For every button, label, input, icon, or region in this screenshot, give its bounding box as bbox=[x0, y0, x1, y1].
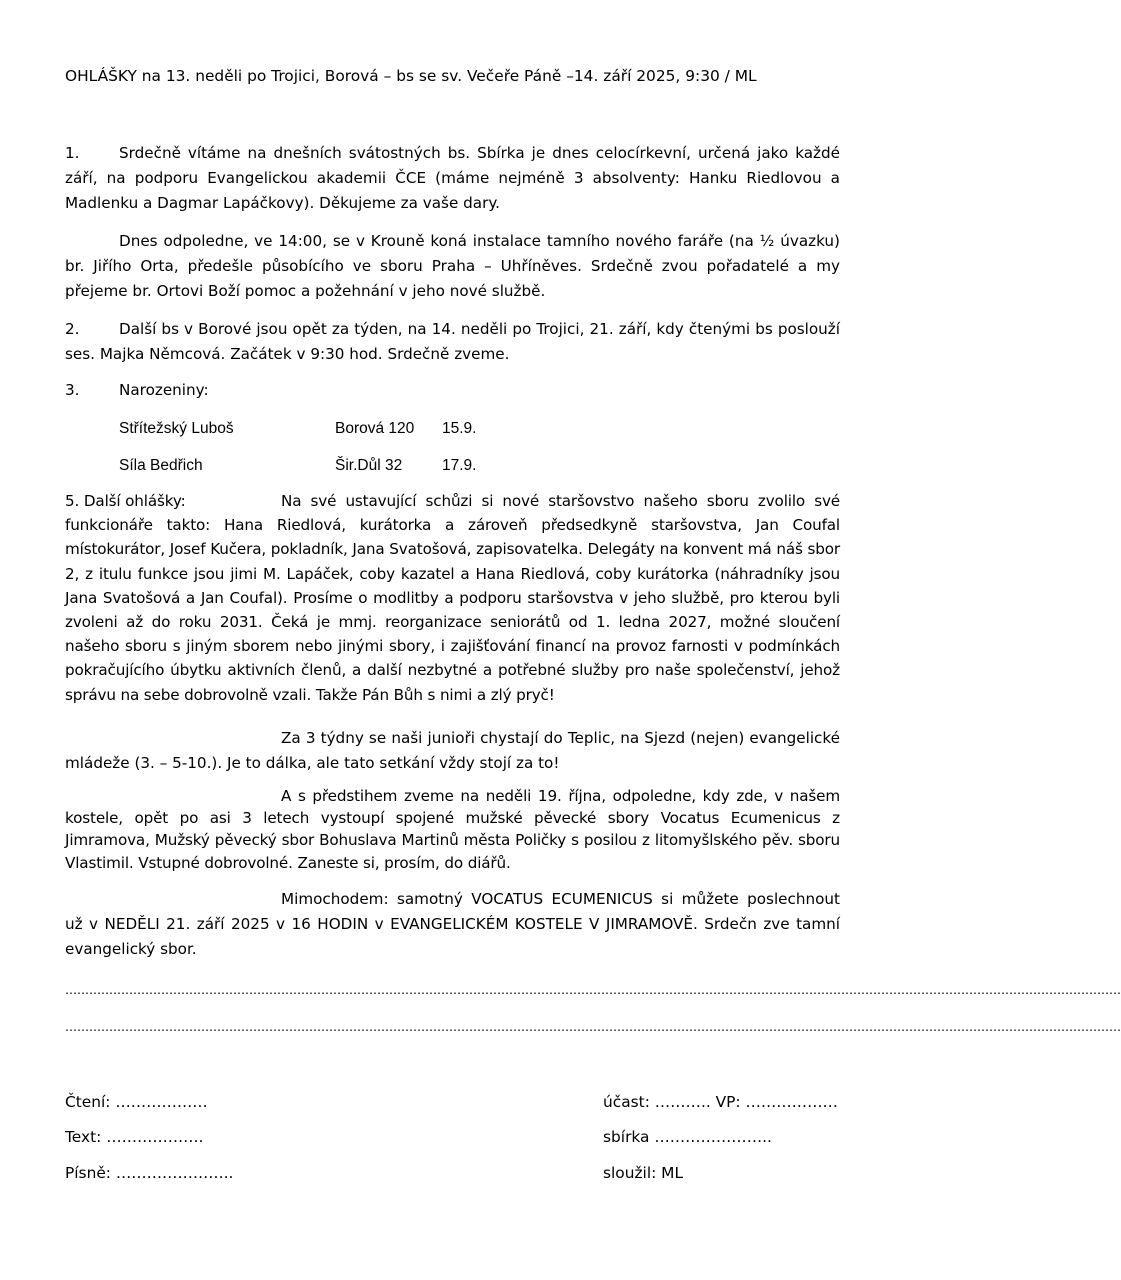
birthday-name: Střítežský Luboš bbox=[119, 420, 234, 437]
footer-text: Text: ………………. bbox=[65, 1128, 204, 1146]
item-5-text-3: A s předstihem zveme na neděli 19. října, odpoledne, kdy zde, v našem kostele, opět po asi 3 letech vystoupí spojené mužské pěvecké sbory Vocatus Ecumenicus z Jimramova, Mužský pěvecký sbor Bohuslava Martinů města Poličky s posilou z litomyšlského pěv. sboru Vlastimil. Vstupné dobrovolné. Zaneste si, prosím, do diářů. bbox=[65, 787, 840, 872]
item-2-paragraph bbox=[65, 317, 840, 367]
item-5-text-4: Mimochodem: samotný VOCATUS ECUMENICUS si můžete poslechnout už v NEDĚLI 21. září 2025 v 16 HODIN v EVANGELICKÉM KOSTELE V JIMRAMOVĚ. Srdečn zve tamní evangelický sbor. bbox=[65, 890, 840, 958]
dotted-line: ………………………………………………………………………………………………………………………………………………………………………………………………………………………………………… bbox=[65, 983, 1121, 997]
item-5-text-2: Za 3 týdny se naši junioři chystají do Teplic, na Sjezd (nejen) evangelické mládeže (3. – 5-10.). Je to dálka, ale tato setkání vždy stojí za to! bbox=[65, 729, 840, 772]
item-1-number: 1. bbox=[65, 144, 80, 162]
footer-ucast: účast: ……….. VP: ……………… bbox=[603, 1093, 838, 1111]
item-5-label: 5. Další ohlášky: bbox=[65, 492, 186, 510]
item-1-text-2: Dnes odpoledne, ve 14:00, se v Krouně koná instalace tamního nového faráře (na ½ úvazku) br. Jiřího Orta, předešle působícího ve sboru Praha – Uhříněves. Srdečně zvou pořadatelé a my přejeme br. Ortovi Boží pomoc a požehnání v jeho nové službě. bbox=[65, 232, 840, 300]
item-3-number: 3. bbox=[65, 381, 80, 399]
birthday-address: Šir.Důl 32 bbox=[335, 457, 403, 474]
footer-cteni: Čtení: ……………… bbox=[65, 1093, 208, 1111]
birthday-date: 17.9. bbox=[442, 457, 477, 474]
item-1-paragraph bbox=[65, 141, 840, 216]
item-5-paragraph bbox=[65, 489, 840, 707]
item-5-text: Na své ustavující schůzi si nové staršovstvo našeho sboru zvolilo své funkcionáře takto: Hana Riedlová, kurátorka a zároveň předsedkyně staršovstva, Jan Coufal místokurátor, Josef Kučera, pokladník, Jana Svatošová, zapisovatelka. Delegáty na konvent má náš sbor 2, z itulu funkce jsou jimi M. Lapáček, coby kazatel a Hana Riedlová, coby kurátorka (náhradníky jsou Jana Svatošová a Jan Coufal). Prosíme o modlitby a podporu staršovstva v jeho službě, pro kterou byli zvoleni až do roku 2031. Čeká je mmj. reorganizace seniorátů od 1. ledna 2027, možné sloučení našeho sboru s jiným sborem nebo jinými sbory, i zajišťování financí na provoz farnosti v podmínkách pokračujícího úbytku aktivních členů, a další nezbytné a potřebné služby pro naše společenství, jehož správu na sebe dobrovolně vzali. Takže Pán Bůh s nimi a zlý pryč! bbox=[65, 492, 840, 704]
birthday-name: Síla Bedřich bbox=[119, 457, 203, 474]
footer-slouzil: sloužil: ML bbox=[603, 1164, 684, 1182]
footer-pisne: Písně: ………………….. bbox=[65, 1164, 234, 1182]
item-2-number: 2. bbox=[65, 320, 80, 338]
item-5-paragraph-2 bbox=[65, 726, 840, 776]
item-5-paragraph-4 bbox=[65, 887, 840, 962]
item-2-text: Další bs v Borové jsou opět za týden, na 14. neděli po Trojici, 21. září, kdy čtenými bs poslouží ses. Majka Němcová. Začátek v 9:30 hod. Srdečně zveme. bbox=[65, 320, 840, 363]
footer-sbirka: sbírka ………………….. bbox=[603, 1128, 772, 1146]
item-5-paragraph-3 bbox=[65, 785, 840, 874]
dotted-line: ………………………………………………………………………………………………………………………………………………………………………………………………………………………………………… bbox=[65, 1020, 1121, 1034]
birthday-address: Borová 120 bbox=[335, 420, 415, 437]
page-title: OHLÁŠKY na 13. neděli po Trojici, Borová – bs se sv. Večeře Páně –14. září 2025, 9:30 / ML bbox=[65, 67, 757, 85]
item-1-paragraph-2 bbox=[65, 229, 840, 304]
item-1-text: Srdečně vítáme na dnešních svátostných bs. Sbírka je dnes celocírkevní, určená jako každé září, na podporu Evangelickou akademii ČCE (máme nejméně 3 absolventy: Hanku Riedlovou a Madlenku a Dagmar Lapáčkovy). Děkujeme za vaše dary. bbox=[65, 144, 840, 212]
item-3-heading bbox=[65, 378, 840, 403]
birthday-date: 15.9. bbox=[442, 420, 477, 437]
birthdays-heading: Narozeniny: bbox=[119, 381, 209, 399]
